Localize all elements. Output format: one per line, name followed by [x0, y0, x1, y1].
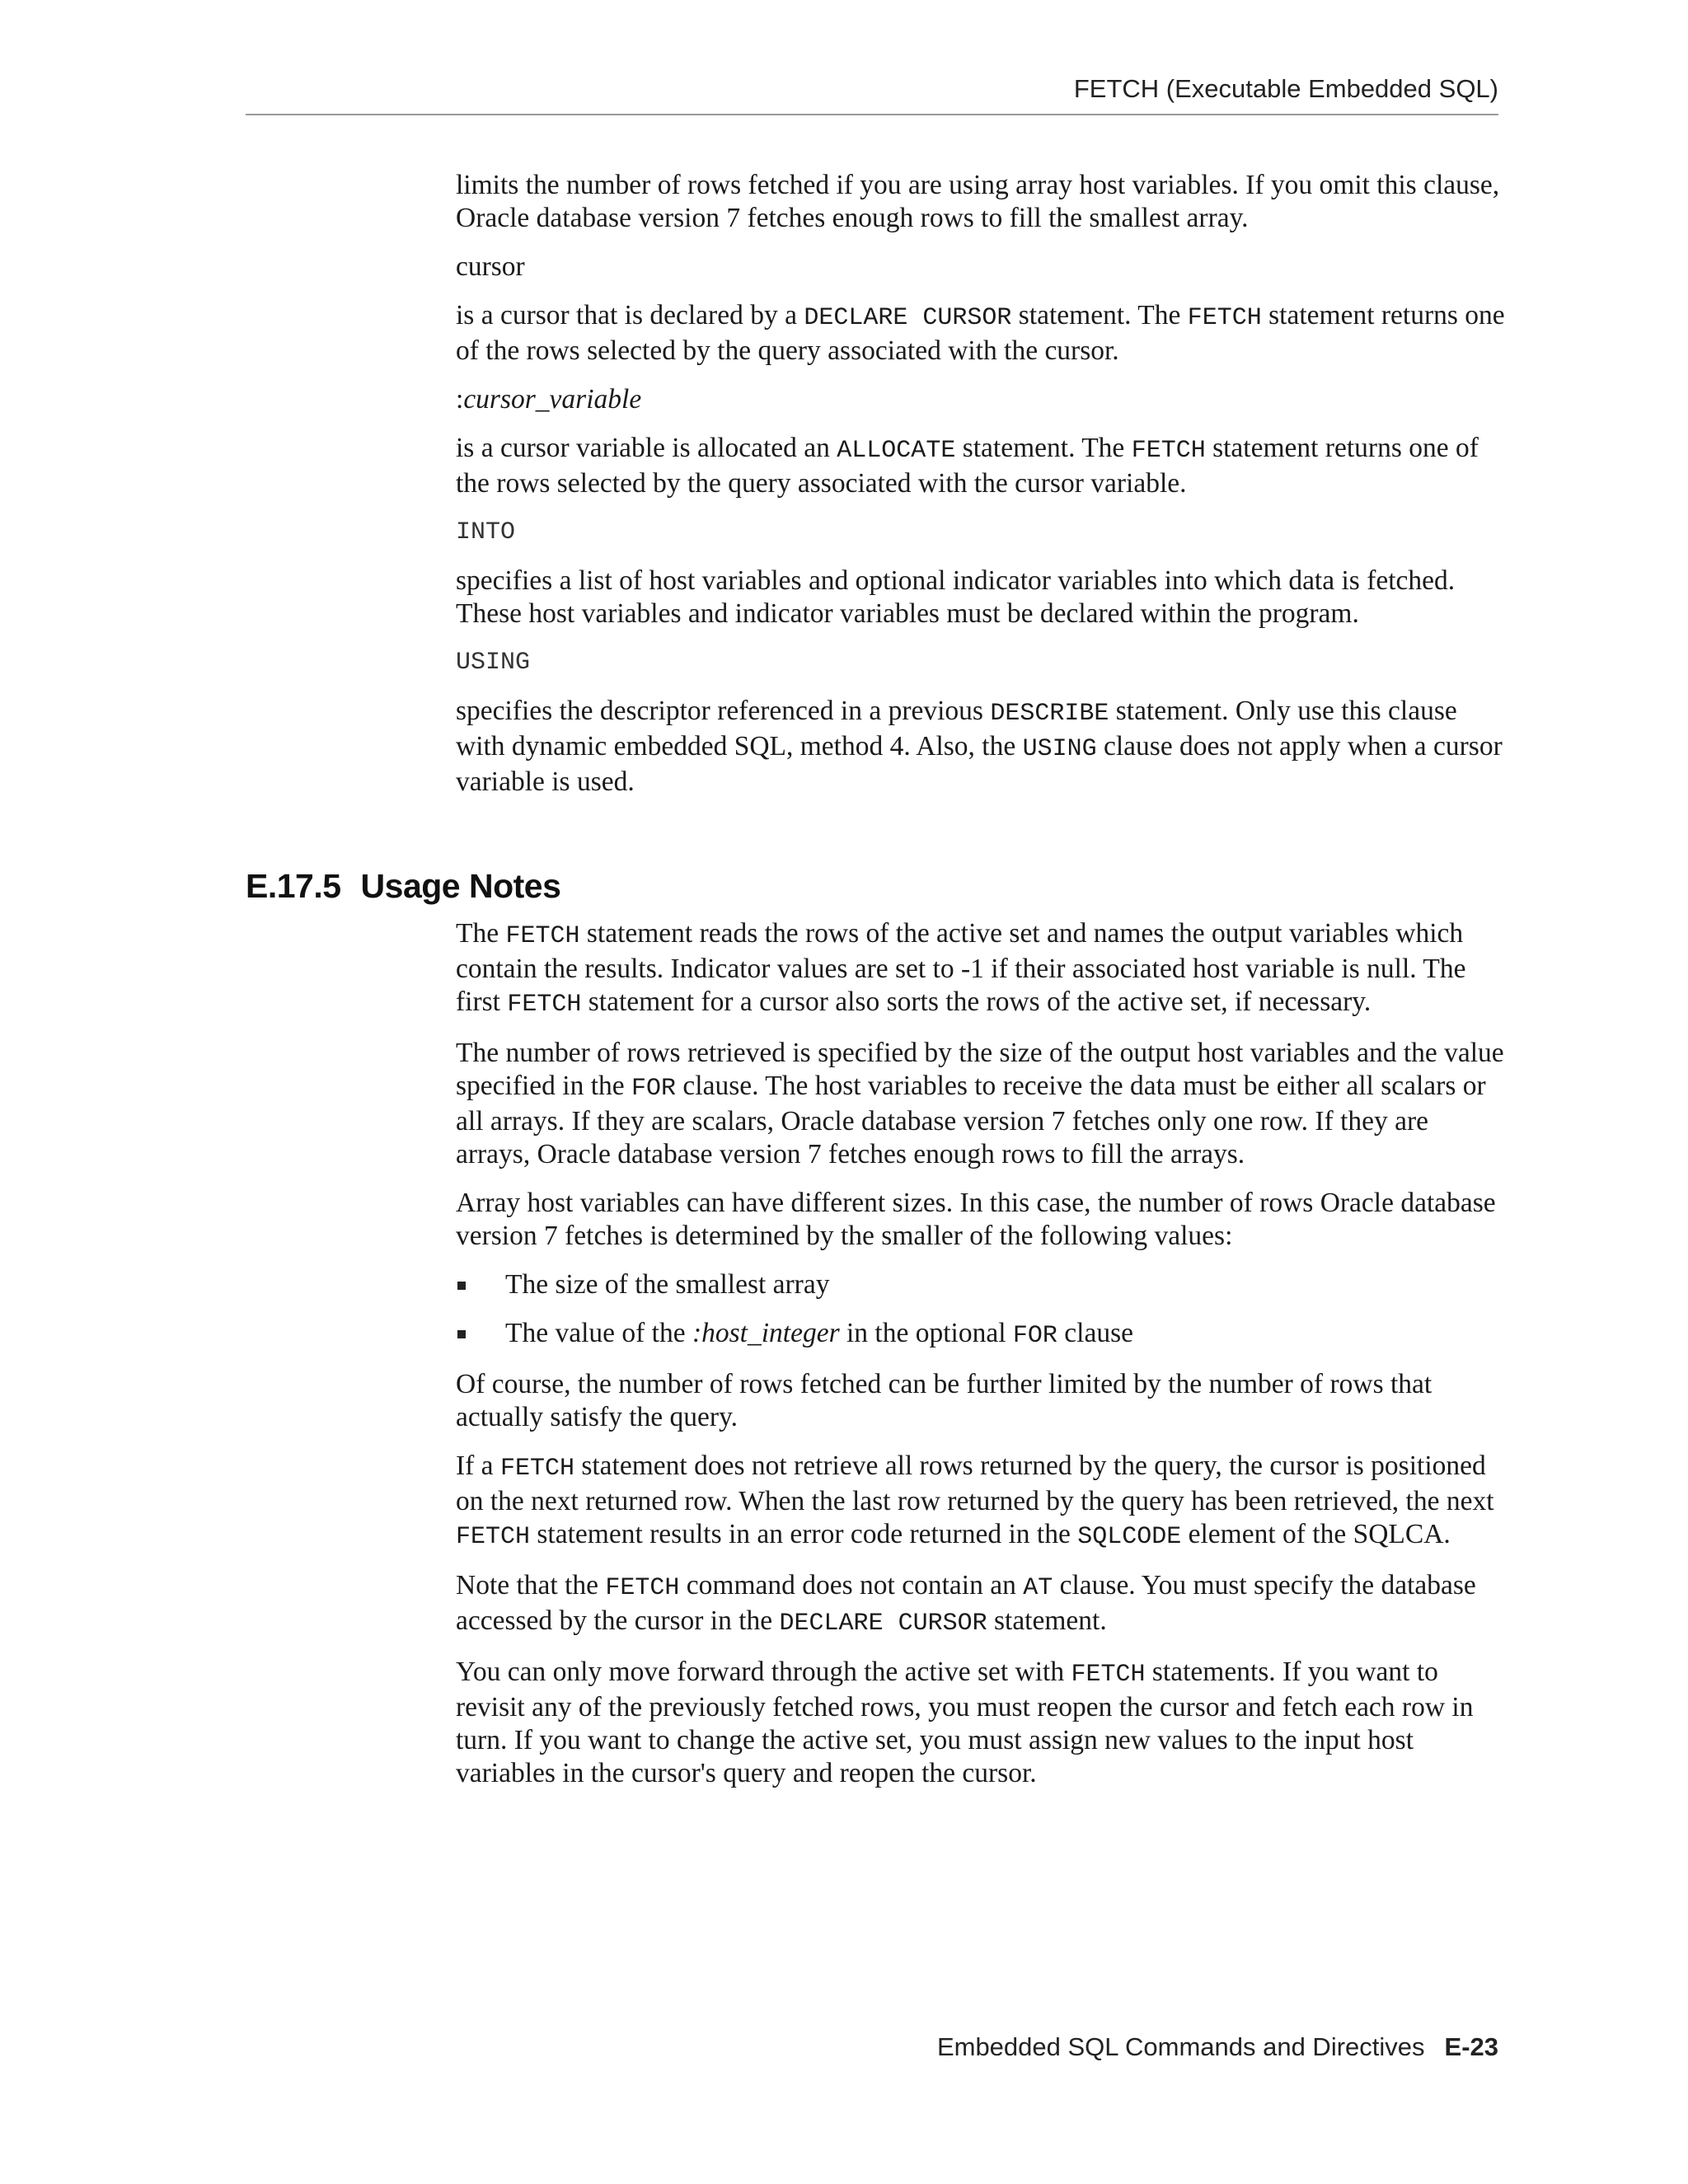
- into-description: specifies a list of host variables and optional indicator variables into which data is fetched. These host variables and indicator variables must be declared within the program.: [456, 565, 1456, 629]
- code-fetch: FETCH: [1187, 304, 1262, 332]
- bullet-square-icon: [457, 1330, 466, 1338]
- section-title: Usage Notes: [360, 867, 561, 905]
- cursor-variable-term: :cursor_variable: [456, 384, 642, 415]
- usage-paragraph-2: The number of rows retrieved is specified by the size of the output host variables and the value specified in the FOR clause. The host variables to receive the data must be either all scalars or all arrays. If they are scalars, Oracle database version 7 fetches only one row. If they are arrays, Oracle database version 7 fetches enough rows to fill the arrays.: [456, 1038, 1504, 1169]
- bullet-square-icon: [457, 1282, 466, 1290]
- cursor-term: cursor: [456, 251, 525, 282]
- usage-paragraph-1: The FETCH statement reads the rows of the active set and names the output variables which contain the results. Indicator values are set to -1 if their associated host variable is null. The first FETCH statement for a cursor also sorts the rows of the active set, if necessary.: [456, 918, 1466, 1019]
- code-declare-cursor: DECLARE CURSOR: [804, 304, 1012, 332]
- running-header: FETCH (Executable Embedded SQL): [1073, 74, 1498, 103]
- section-number: E.17.5: [246, 867, 341, 905]
- page-number: E-23: [1444, 2032, 1498, 2061]
- code-allocate: ALLOCATE: [837, 437, 956, 465]
- code-fetch: FETCH: [1131, 437, 1206, 465]
- list-item: The size of the smallest array: [456, 1268, 1507, 1301]
- usage-paragraph-6: Note that the FETCH command does not contain an AT clause. You must specify the database accessed by the cursor in the DECLARE CURSOR statement.: [456, 1570, 1476, 1638]
- for-clause-description: limits the number of rows fetched if you are using array host variables. If you omit this clause, Oracle database version 7 fetches enough rows to fill the smallest array.: [456, 170, 1500, 233]
- code-describe: DESCRIBE: [990, 700, 1109, 728]
- cursor-variable-description: is a cursor variable is allocated an ALLOCATE statement. The FETCH statement returns one of the rows selected by the query associated with the cursor variable.: [456, 433, 1479, 499]
- header-rule: [246, 114, 1498, 115]
- usage-paragraph-5: If a FETCH statement does not retrieve all rows returned by the query, the cursor is positioned on the next returned row. When the last row returned by the query has been retrieved, the next FETCH statement results in an error code returned in the SQLCODE element of the SQLCA.: [456, 1451, 1494, 1551]
- usage-paragraph-3: Array host variables can have different sizes. In this case, the number of rows Oracle database version 7 fetches is determined by the smaller of the following values:: [456, 1188, 1496, 1251]
- footer-title: Embedded SQL Commands and Directives: [936, 2032, 1425, 2061]
- cursor-description: is a cursor that is declared by a DECLARE CURSOR statement. The FETCH statement returns one of the rows selected by the query associated with the cursor.: [456, 300, 1505, 366]
- usage-paragraph-4: Of course, the number of rows fetched can be further limited by the number of rows that actually satisfy the query.: [456, 1369, 1432, 1432]
- usage-notes: [456, 917, 1507, 1806]
- parameter-descriptions: [456, 169, 1507, 814]
- section-heading: [246, 865, 560, 907]
- list-item: The value of the :host_integer in the optional FOR clause: [456, 1317, 1507, 1352]
- using-description: specifies the descriptor referenced in a previous DESCRIBE statement. Only use this clause with dynamic embedded SQL, method 4. Also, the USING clause does not apply when a cursor variable is used.: [456, 696, 1503, 797]
- into-term: INTO: [456, 518, 516, 546]
- values-list: [456, 1268, 1507, 1352]
- usage-paragraph-7: You can only move forward through the active set with FETCH statements. If you want to revisit any of the previously fetched rows, you must reopen the cursor and fetch each row in turn. If you want to change the active set, you must assign new values to the input host variables in the cursor's query and reopen the cursor.: [456, 1657, 1474, 1788]
- using-term: USING: [456, 649, 531, 677]
- running-footer: [246, 2032, 1498, 2062]
- code-using: USING: [1022, 735, 1097, 763]
